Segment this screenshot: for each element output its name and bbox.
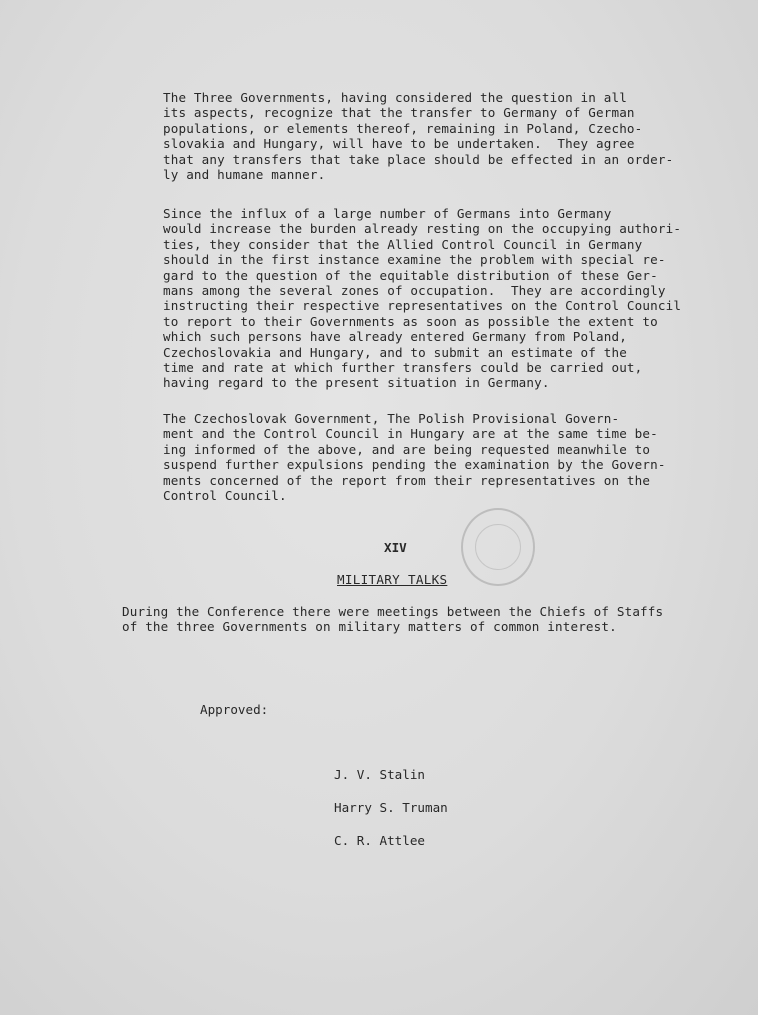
- approved-label: Approved:: [200, 702, 269, 717]
- signatory-stalin: J. V. Stalin: [334, 767, 425, 782]
- paragraph-military-talks: During the Conference there were meetings between the Chiefs of Staffs of the three Governments on military matters of common interest.: [122, 604, 664, 635]
- stamp-inner-ring: [475, 524, 521, 570]
- paragraph-population-transfer: The Three Governments, having considered the question in all its aspects, recognize that the transfer to Germany of German populations, or elements thereof, remaining in Poland, Czecho- slovakia and Hungary, will have to be undertaken. They agree that any transfers that take place should be effected in an order- ly and humane manner.: [163, 90, 674, 183]
- section-number: XIV: [384, 540, 407, 555]
- paragraph-expulsions: The Czechoslovak Government, The Polish Provisional Govern- ment and the Control Council in Hungary are at the same time be- ing informed of the above, and are being requested meanwhile to suspend further expulsions pending the examination by the Govern- ments concerned of the report from their representatives on the Control Council.: [163, 411, 666, 504]
- archive-stamp-icon: [461, 508, 535, 586]
- paragraph-control-council: Since the influx of a large number of Germans into Germany would increase the burden already resting on the occupying authori- ties, they consider that the Allied Control Council in Germany should in the first instance examine the problem with special re- gard to the question of the equitable distribution of these Ger- mans among the several zones of occupation. They are accordingly instructing their respective representatives on the Control Council to report to their Governments as soon as possible the extent to which such persons have already entered Germany from Poland, Czechoslovakia and Hungary, and to submit an estimate of the time and rate at which further transfers could be carried out, having regard to the present situation in Germany.: [163, 206, 682, 391]
- section-title: MILITARY TALKS: [337, 572, 448, 587]
- signatory-truman: Harry S. Truman: [334, 800, 448, 815]
- signatory-attlee: C. R. Attlee: [334, 833, 425, 848]
